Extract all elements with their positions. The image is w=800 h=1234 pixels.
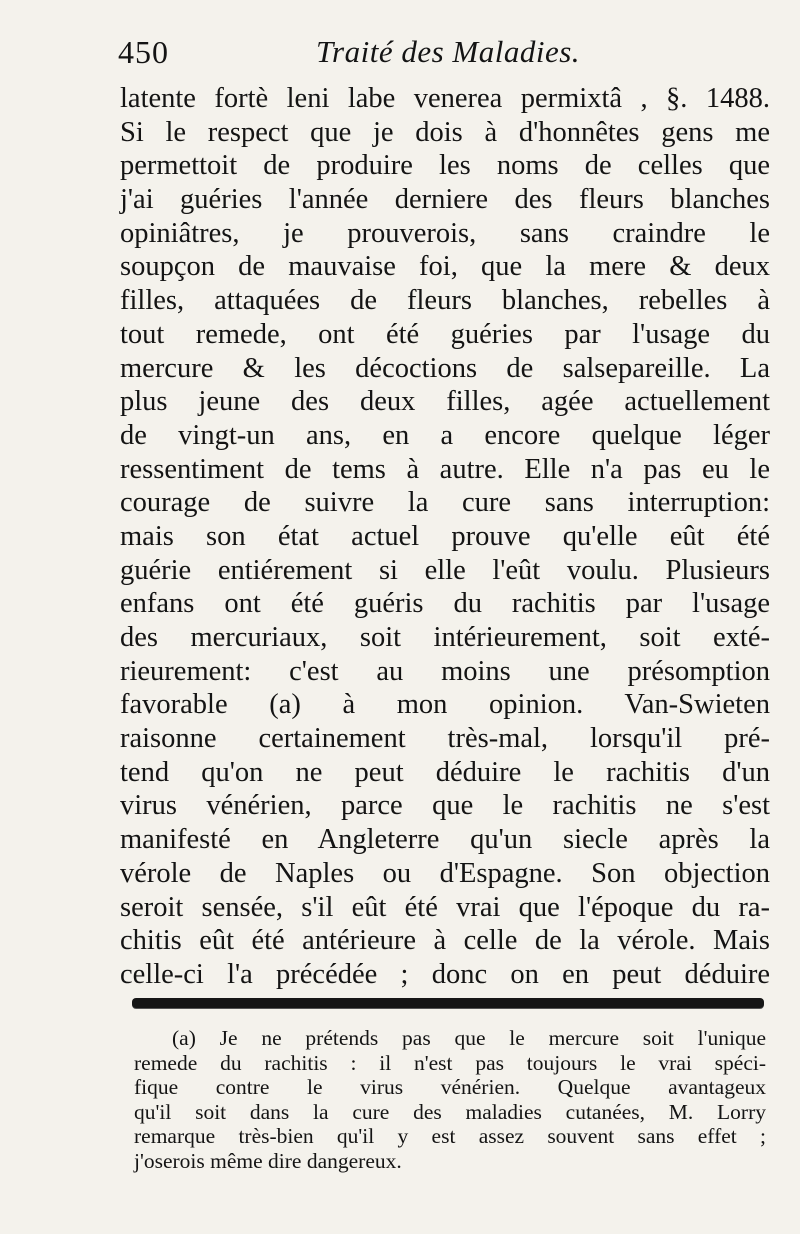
footnote-line: remarque très-bien qu'il y est assez souvent sans effet ; <box>134 1124 766 1149</box>
body-line: mercure & les décoctions de salsepareille. La <box>120 352 770 384</box>
body-line: des mercuriaux, soit intérieurement, soit exté- <box>120 622 770 653</box>
footnote-line: j'oserois même dire dangereux. <box>134 1148 402 1173</box>
body-line: chitis eût été antérieure à celle de la vérole. Mais <box>120 925 770 957</box>
body-line: courage de suivre la cure sans interruption: <box>120 487 770 519</box>
body-line: guérie entiérement si elle l'eût voulu. Plusieurs <box>120 554 770 586</box>
body-line: enfans ont été guéris du rachitis par l'usage <box>120 588 770 620</box>
body-line: plus jeune des deux filles, agée actuellement <box>120 386 770 418</box>
body-line: virus vénérien, parce que le rachitis ne s'est <box>120 790 770 822</box>
body-line: Si le respect que je dois à d'honnêtes gens me <box>120 116 770 148</box>
body-line: tend qu'on ne peut déduire le rachitis d'un <box>120 756 770 788</box>
body-line: latente fortè leni labe venerea permixtâ , §. 1488. <box>120 83 770 114</box>
body-line: ressentiment de tems à autre. Elle n'a pas eu le <box>120 453 770 485</box>
body-line: tout remede, ont été guéries par l'usage du <box>120 318 770 350</box>
body-line: mais son état actuel prouve qu'elle eût été <box>120 520 770 552</box>
footnote <box>134 1026 766 1174</box>
body-line: celle-ci l'a précédée ; donc on en peut déduire <box>120 958 770 990</box>
footnote-rule <box>132 998 764 1008</box>
body-line: de vingt-un ans, en a encore quelque léger <box>120 419 770 451</box>
footnote-line: (a) Je ne prétends pas que le mercure soit l'unique <box>172 1026 766 1050</box>
body-line: vérole de Naples ou d'Espagne. Son objection <box>120 857 770 889</box>
body-line: favorable (a) à mon opinion. Van-Swieten <box>120 689 770 721</box>
body-line: manifesté en Angleterre qu'un siecle après la <box>120 824 770 856</box>
body-line: seroit sensée, s'il eût été vrai que l'époque du ra- <box>120 891 770 923</box>
body-line: j'ai guéries l'année derniere des fleurs blanches <box>120 184 770 216</box>
body-line: soupçon de mauvaise foi, que la mere & deux <box>120 251 770 283</box>
body-line: opiniâtres, je prouverois, sans craindre le <box>120 217 770 249</box>
page-number: 450 <box>118 34 169 70</box>
body-line: rieurement: c'est au moins une présomption <box>120 655 770 687</box>
body-line: filles, attaquées de fleurs blanches, rebelles à <box>120 285 770 317</box>
running-title: Traité des Maladies. <box>316 34 581 69</box>
footnote-line: fique contre le virus vénérien. Quelque avantageux <box>134 1075 766 1100</box>
footnote-line: qu'il soit dans la cure des maladies cutanées, M. Lorry <box>134 1099 766 1124</box>
page-header <box>118 34 758 78</box>
body-line: permettoit de produire les noms de celles que <box>120 150 770 182</box>
body-line: raisonne certainement très-mal, lorsqu'il pré- <box>120 723 770 755</box>
body-text <box>120 82 770 992</box>
footnote-line: remede du rachitis : il n'est pas toujours le vrai spéci- <box>134 1050 766 1075</box>
